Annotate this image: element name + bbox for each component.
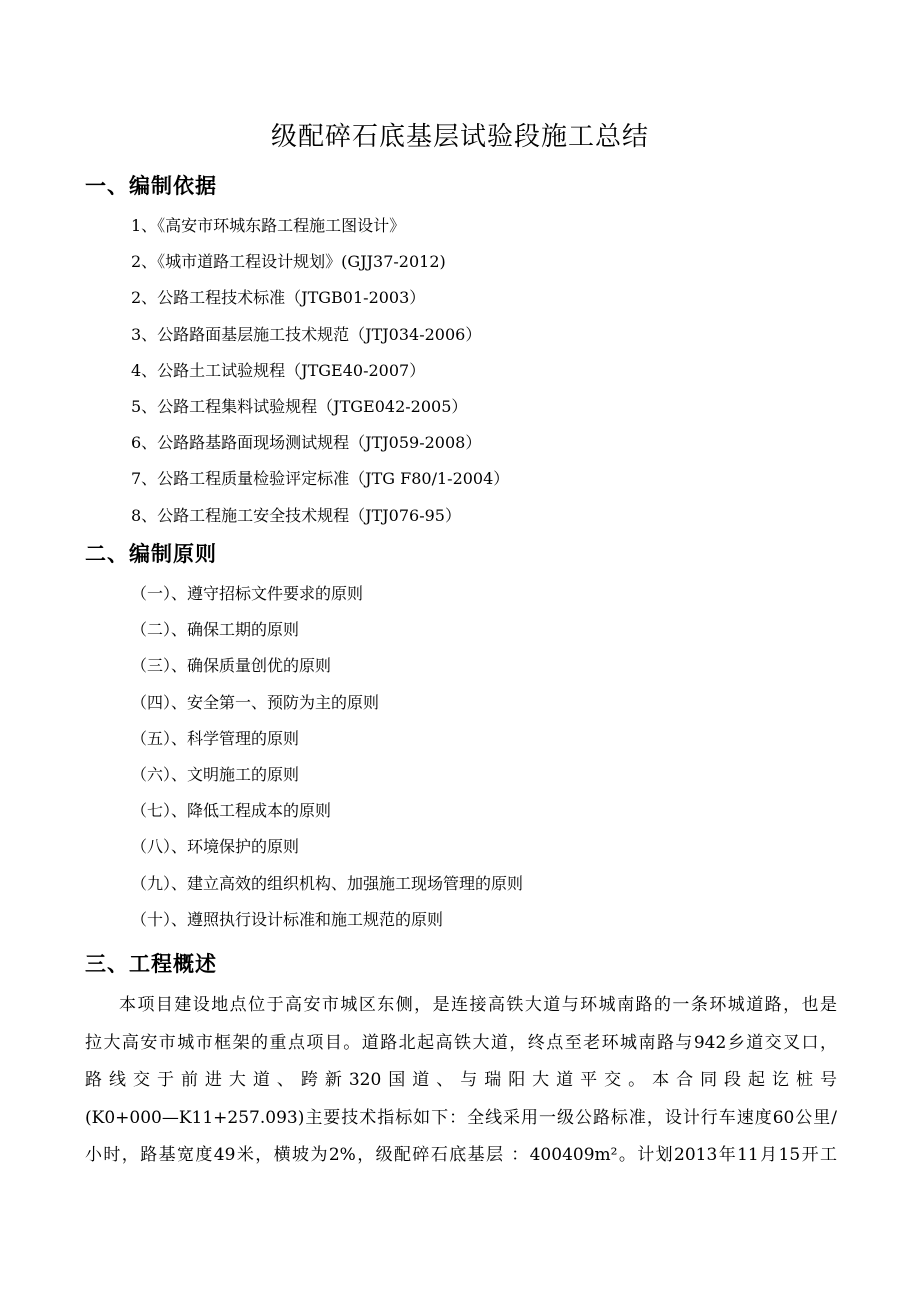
list-item: （十）、遵照执行设计标准和施工规范的原则 bbox=[131, 909, 444, 929]
section-heading-overview: 三、工程概述 bbox=[85, 952, 217, 976]
section-heading-basis: 一、编制依据 bbox=[85, 174, 217, 198]
list-item: （七）、降低工程成本的原则 bbox=[131, 801, 332, 821]
list-item: 1、《高安市环城东路工程施工图设计》 bbox=[131, 216, 406, 235]
list-item: （九）、建立高效的组织机构、加强施工现场管理的原则 bbox=[131, 873, 524, 893]
paragraph-line: (K0+000—K11+257.093)主要技术指标如下：全线采用一级公路标准，设计行车速度60公里/ bbox=[85, 1107, 837, 1128]
list-item: 6、公路路基路面现场测试规程（JTJ059-2008） bbox=[131, 433, 482, 453]
document-title: 级配碎石底基层试验段施工总结 bbox=[270, 122, 649, 152]
paragraph-line: 本项目建设地点位于高安市城区东侧，是连接高铁大道与环城南路的一条环城道路，也是 bbox=[119, 995, 837, 1015]
list-item: 2、公路工程技术标准（JTGB01-2003） bbox=[131, 288, 426, 308]
list-item: 3、公路路面基层施工技术规范（JTJ034-2006） bbox=[131, 324, 482, 344]
list-item: 7、公路工程质量检验评定标准（JTG F80/1-2004） bbox=[131, 469, 510, 489]
section-heading-principles: 二、编制原则 bbox=[85, 542, 217, 566]
overview-paragraph bbox=[85, 987, 837, 1175]
list-item: （五）、科学管理的原则 bbox=[131, 728, 300, 748]
list-item: （四）、安全第一、预防为主的原则 bbox=[131, 692, 380, 712]
list-item: 8、公路工程施工安全技术规程（JTJ076-95） bbox=[131, 505, 461, 525]
list-item: 2、《城市道路工程设计规划》(GJJ37-2012) bbox=[131, 252, 446, 272]
paragraph-line: 拉大高安市城市框架的重点项目。道路北起高铁大道，终点至老环城南路与942乡道交叉口， bbox=[85, 1032, 837, 1053]
list-item: （二）、确保工期的原则 bbox=[131, 620, 300, 640]
principles-list bbox=[131, 576, 523, 938]
list-item: （三）、确保质量创优的原则 bbox=[131, 656, 332, 676]
list-item: （一）、遵守招标文件要求的原则 bbox=[131, 584, 364, 603]
basis-list bbox=[131, 208, 509, 534]
paragraph-line: 小时，路基宽度49米，横坡为2%，级配碎石底基层 ：400409m²。计划2013年11月15开工 bbox=[85, 1145, 837, 1166]
paragraph-line: 路线交于前进大道、跨新320国道、与瑞阳大道平交。本合同段起讫桩号 bbox=[85, 1070, 837, 1091]
list-item: 5、公路工程集料试验规程（JTGE042-2005） bbox=[131, 396, 468, 416]
list-item: （八）、环境保护的原则 bbox=[131, 837, 300, 857]
list-item: （六）、文明施工的原则 bbox=[131, 764, 300, 784]
list-item: 4、公路土工试验规程（JTGE40-2007） bbox=[131, 360, 426, 380]
